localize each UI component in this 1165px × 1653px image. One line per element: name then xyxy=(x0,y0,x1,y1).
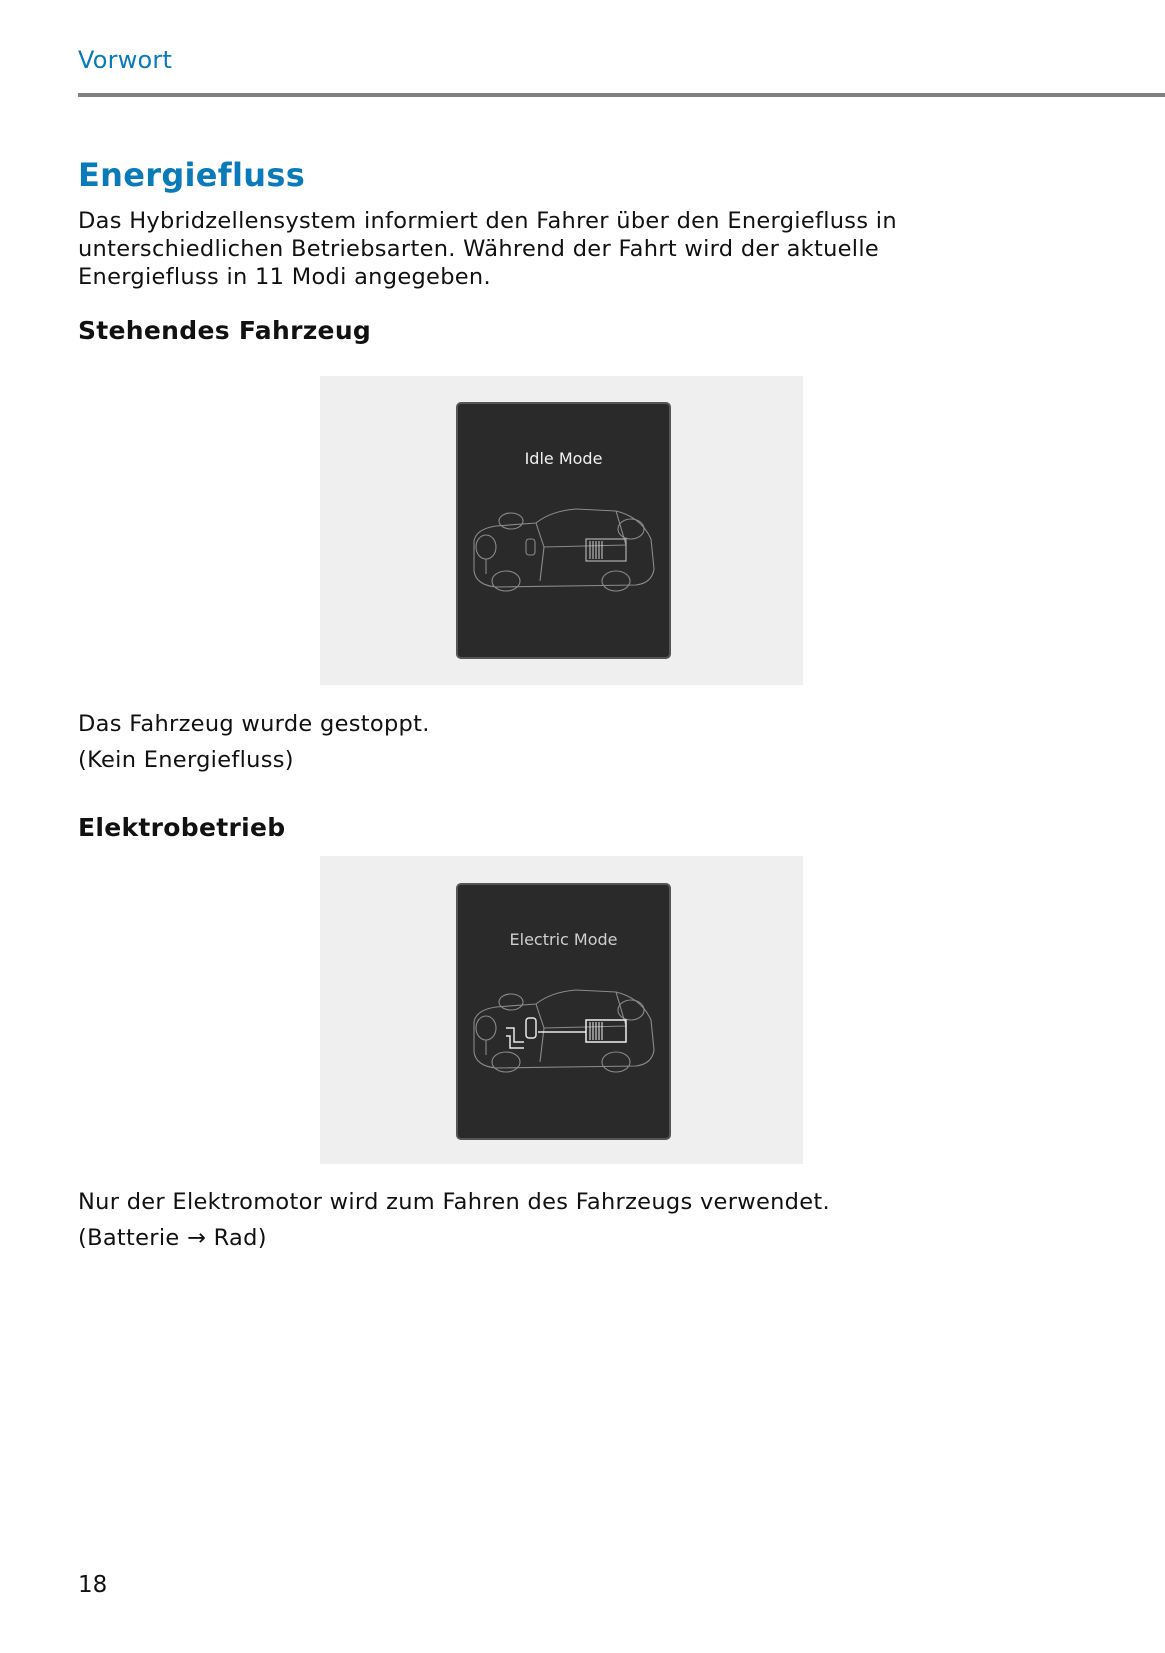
display-screen-electric xyxy=(456,883,671,1140)
intro-line: Das Hybridzellensystem informiert den Fahrer über den Energiefluss in xyxy=(78,208,897,234)
mode-label-electric: Electric Mode xyxy=(509,930,618,949)
subheading-idle: Stehendes Fahrzeug xyxy=(78,316,372,345)
caption-electric xyxy=(78,1184,830,1256)
car-outline-icon xyxy=(466,499,661,609)
display-screen-idle xyxy=(456,402,671,659)
figure-idle-mode xyxy=(320,376,803,685)
subheading-electric: Elektrobetrieb xyxy=(78,813,286,842)
intro-line: unterschiedlichen Betriebsarten. Während der Fahrt wird der aktuelle xyxy=(78,236,880,262)
intro-line: Energiefluss in 11 Modi angegeben. xyxy=(78,264,491,290)
caption-line: (Batterie → Rad) xyxy=(78,1225,267,1251)
figure-electric-mode xyxy=(320,856,803,1164)
page-number: 18 xyxy=(78,1572,108,1598)
car-outline-icon xyxy=(466,980,661,1090)
caption-line: Nur der Elektromotor wird zum Fahren des Fahrzeugs verwendet. xyxy=(78,1189,830,1215)
header-rule xyxy=(78,93,1165,97)
caption-line: (Kein Energiefluss) xyxy=(78,747,294,773)
page-title: Energiefluss xyxy=(78,156,306,194)
running-header: Vorwort xyxy=(78,46,173,74)
caption-idle xyxy=(78,706,430,778)
mode-label-idle: Idle Mode xyxy=(524,449,603,468)
intro-paragraph xyxy=(78,207,978,291)
caption-line: Das Fahrzeug wurde gestoppt. xyxy=(78,711,430,737)
